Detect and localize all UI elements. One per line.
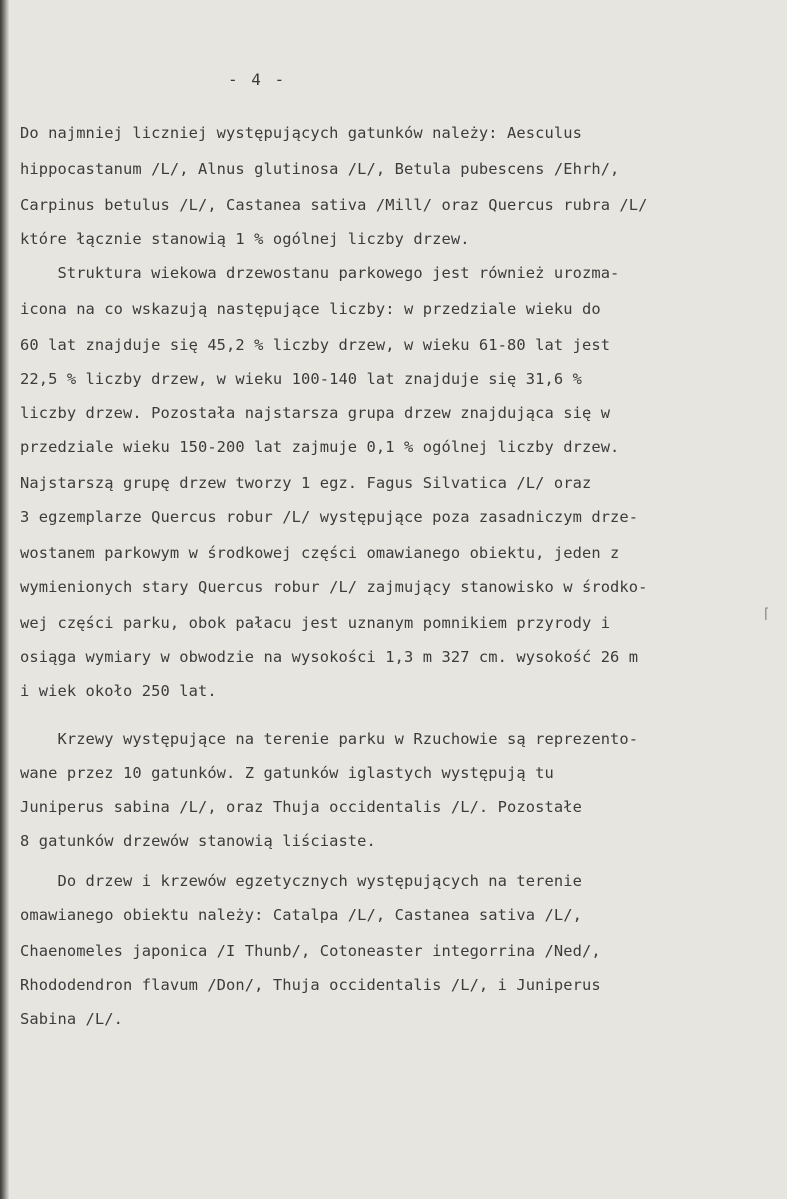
text-line: wej części parku, obok pałacu jest uznanym pomnikiem przyrody i (20, 614, 611, 632)
text-line: Do najmniej liczniej występujących gatunków należy: Aesculus (20, 124, 582, 142)
text-line: Rhododendron flavum /Don/, Thuja occidentalis /L/, i Juniperus (20, 976, 601, 994)
text-line: i wiek około 250 lat. (20, 682, 217, 700)
text-line: Do drzew i krzewów egzetycznych występujących na terenie (20, 872, 582, 890)
text-line: 8 gatunków drzewów stanowią liściaste. (20, 832, 376, 850)
text-line: Krzewy występujące na terenie parku w Rzuchowie są reprezento- (20, 730, 639, 748)
text-line: Chaenomeles japonica /I Thunb/, Cotoneaster integorrina /Ned/, (20, 942, 601, 960)
page-number: - 4 - (228, 70, 287, 89)
text-line: omawianego obiektu należy: Catalpa /L/, Castanea sativa /L/, (20, 906, 582, 924)
text-line: które łącznie stanowią 1 % ogólnej liczby drzew. (20, 230, 470, 248)
text-line: 22,5 % liczby drzew, w wieku 100-140 lat znajduje się 31,6 % (20, 370, 582, 388)
text-line: Sabina /L/. (20, 1010, 124, 1028)
text-line: hippocastanum /L/, Alnus glutinosa /L/, Betula pubescens /Ehrh/, (20, 160, 620, 178)
margin-mark: ⌈ (762, 606, 771, 622)
page-binding-edge (0, 0, 9, 1199)
text-line: osiąga wymiary w obwodzie na wysokości 1,3 m 327 cm. wysokość 26 m (20, 648, 639, 666)
text-line: Struktura wiekowa drzewostanu parkowego jest również urozma- (20, 264, 620, 282)
text-line: Juniperus sabina /L/, oraz Thuja occidentalis /L/. Pozostałe (20, 798, 582, 816)
text-line: 3 egzemplarze Quercus robur /L/ występujące poza zasadniczym drze- (20, 508, 639, 526)
text-line: liczby drzew. Pozostała najstarsza grupa drzew znajdująca się w (20, 404, 611, 422)
text-line: wostanem parkowym w środkowej części omawianego obiektu, jeden z (20, 544, 620, 562)
text-line: Carpinus betulus /L/, Castanea sativa /Mill/ oraz Quercus rubra /L/ (20, 196, 648, 214)
text-line: przedziale wieku 150-200 lat zajmuje 0,1 % ogólnej liczby drzew. (20, 438, 620, 456)
text-line: wymienionych stary Quercus robur /L/ zajmujący stanowisko w środko- (20, 578, 648, 596)
text-line: wane przez 10 gatunków. Z gatunków iglastych występują tu (20, 764, 554, 782)
text-line: 60 lat znajduje się 45,2 % liczby drzew, w wieku 61-80 lat jest (20, 336, 611, 354)
text-line: Najstarszą grupę drzew tworzy 1 egz. Fagus Silvatica /L/ oraz (20, 474, 592, 492)
text-line: icona na co wskazują następujące liczby: w przedziale wieku do (20, 300, 601, 318)
